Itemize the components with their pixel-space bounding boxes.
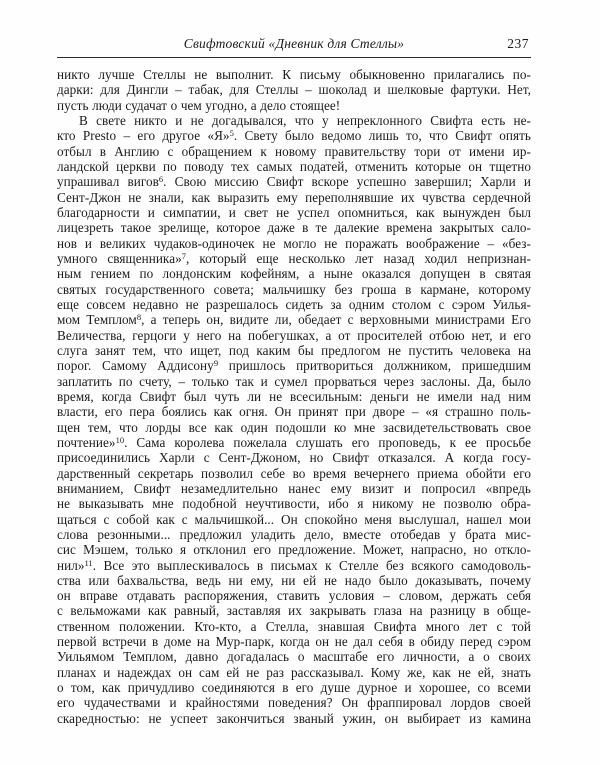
text-line: время, когда Свифт был чуть ли не всесильным: деньги не имели над ним	[57, 388, 531, 404]
text-line: присоединились Харли с Сент-Джоном, но Свифт отказался. А когда госу-	[57, 450, 531, 466]
text-line: власти, его пера боялись как огня. Он принят при дворе – «я страшно поль-	[57, 404, 531, 420]
text-line: благодарности и симпатии, и свет не успел опомниться, как вынужден был	[57, 204, 531, 220]
text-line: вниманием, Свифт незамедлительно нанес ему визит и попросил «впредь	[57, 480, 531, 496]
footnote-marker: 8	[136, 312, 142, 323]
text-line: ландской церкви по поводу тех самых податей, отменить которые он тщетно	[57, 158, 531, 174]
page-body-text	[57, 67, 531, 726]
text-line: первой встречи в доме на Мур-парк, когда он не дал себя в обиду перед сэром	[57, 634, 531, 650]
text-line: ства или бахвальства, ведь ни ему, ни ей не надо было доказывать, почему	[57, 572, 531, 588]
text-line: заплатить по счету, – только так и сумел прорваться через заслоны. Да, было	[57, 373, 531, 389]
text-line: с вельможами как равный, заставляя их закрывать глаза на разницу в обще-	[57, 603, 531, 619]
page-number: 237	[507, 36, 529, 51]
header-rule	[57, 57, 531, 58]
text-line: ственном положении. Кто-кто, а Стелла, знавшая Свифта много лет с той	[57, 618, 531, 634]
text-line: скаредностью: не успеет закончиться званый ужин, он выбирает из камина	[57, 710, 531, 726]
text-line: слуга занят тем, что ищет, под каким бы предлогом не пустить человека на	[57, 342, 531, 358]
text-line: мом Темплом$^8$, а теперь он, видите ли, обедает с верховными министрами Его	[57, 312, 531, 328]
text-line: кто Presto – его другое «Я»$^5$. Свету было ведомо лишь то, что Свифт опять	[57, 128, 531, 144]
text-line: он вправе отдавать распоряжения, ставить условия – словом, держать себя	[57, 588, 531, 604]
text-line: порог. Самому Аддисону$^9$ пришлось притвориться должником, пришедшим	[57, 358, 532, 374]
text-line: отбыл в Англию с обращением к новому правительству тори от имени ир-	[57, 143, 531, 159]
text-line: лицезреть такое зрелище, которое даже в те далекие времена закрытых сало-	[57, 220, 531, 236]
text-line: Сент-Джон не знали, как выразить ему переполнявшие их чувства сердечной	[57, 189, 531, 205]
footnote-marker: 11	[84, 557, 93, 568]
text-line: о том, как причудливо соединяются в его душе дурное и хорошее, со всеми	[57, 680, 531, 696]
text-line: умного священника»$^7$, который еще несколько лет назад ходил непризнан-	[57, 250, 531, 266]
footnote-marker: 7	[181, 250, 186, 261]
text-line: сис Мэшем, только я отклонил его предложение. Может, напрасно, но откло-	[57, 542, 531, 558]
text-line: щаться с собой как с мальчишкой... Он спокойно меня выслушал, нашел мои	[57, 511, 531, 527]
text-line: нил»$^{11}$. Все это выплескивалось в письмах к Стелле без всякого самодоволь-	[57, 557, 531, 573]
text-line: никто лучше Стеллы не выполнит. К письму обыкновенно прилагались по-	[57, 67, 531, 82]
text-line: щен тем, что лорды все как один подошли ко мне засвидетельствовать свое	[57, 419, 531, 435]
footnote-marker: 5	[229, 128, 234, 139]
text-line: еще совсем недавно не разрешалось сидеть за одним столом с сэром Уилья-	[57, 296, 531, 312]
text-line: почтение»$^{10}$. Сама королева пожелала слушать его проповедь, к ее просьбе	[57, 434, 531, 450]
text-line: слова резонными... предложил уладить дело, вместе отобедав у брата мис-	[57, 526, 531, 542]
text-line: дарки: для Дингли – табак, для Стеллы – шоколад и шелковые фартуки. Нет,	[57, 82, 531, 98]
text-line: не выказывать мне подобной неучтивости, ибо я никому не позволю обра-	[57, 496, 531, 512]
text-line: Величества, герцоги у него на побегушках, а от просителей отбою нет, и его	[57, 327, 531, 343]
text-line: святых государственного совета; мальчишку без гроша в кармане, которому	[57, 281, 531, 297]
text-line: нов и великих чудаков-одиночек не могло не поражать воображение – «без-	[57, 235, 531, 251]
running-header	[57, 36, 531, 54]
footnote-marker: 9	[213, 358, 219, 369]
text-line: его чудачествами и крайностями поведения? Он фраппировал лордов своей	[57, 695, 531, 711]
text-line: Уильямом Темплом, давно догадалась о масштабе его личности, а о своих	[57, 649, 531, 665]
text-line: пусть люди судачат о чем угодно, а дело стоящее!	[57, 97, 341, 113]
text-line: ным гением по лондонским кофейням, а ныне оказался допущен в святая	[57, 266, 531, 282]
footnote-marker: 10	[115, 434, 125, 445]
text-line: В свете никто и не догадывался, что у непреклонного Свифта есть не-	[79, 112, 531, 128]
footnote-marker: 6	[158, 174, 164, 185]
text-line: упрашивал вигов$^6$. Свою миссию Свифт вскоре успешно завершил; Харли и	[57, 174, 531, 190]
running-title: Свифтовский «Дневник для Стеллы»	[183, 36, 405, 51]
text-line: планах и надеждах он сам ей не раз рассказывал. Кому же, как не ей, знать	[57, 664, 531, 680]
text-line: дарственный секретарь позволил себе во время вечернего приема обойти его	[57, 465, 531, 481]
